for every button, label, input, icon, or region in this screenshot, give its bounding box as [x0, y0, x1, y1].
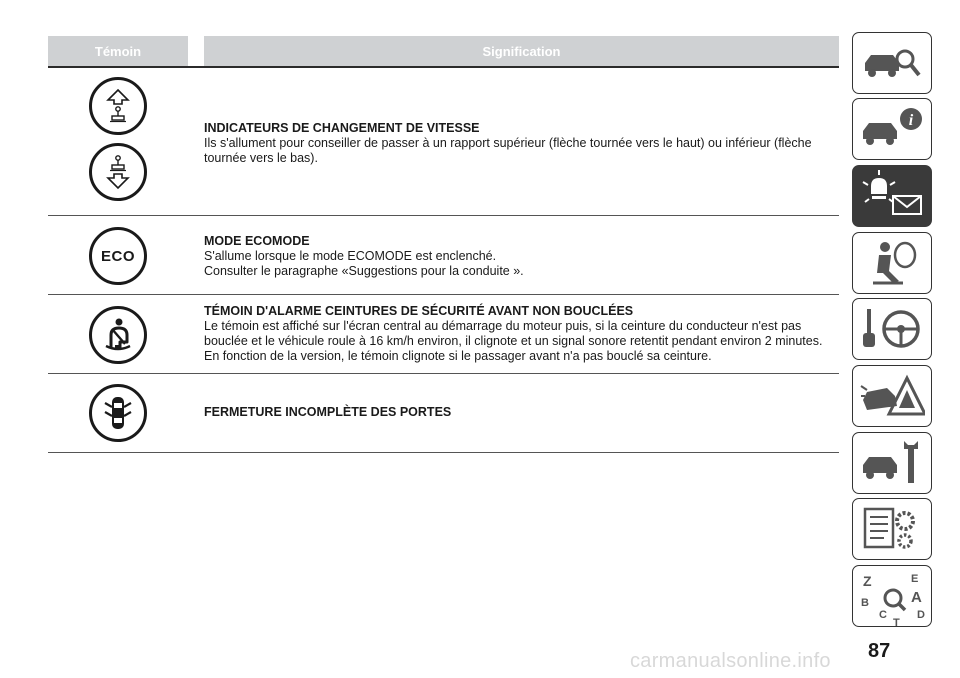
shift-down-indicator-icon — [89, 143, 147, 201]
column-header-signification: Signification — [204, 36, 839, 66]
chapter-tab-starting-driving[interactable] — [852, 298, 932, 360]
svg-text:D: D — [917, 609, 925, 621]
specs-gears-icon — [859, 503, 925, 555]
row-divider — [48, 294, 839, 295]
door-open-warning-icon — [89, 384, 147, 442]
alphabetical-index-icon — [859, 570, 925, 626]
watermark: carmanualsonline.info — [630, 650, 831, 672]
eco-label: ECO — [100, 247, 135, 265]
car-wrench-icon — [859, 437, 925, 489]
svg-text:A: A — [911, 589, 922, 606]
svg-text:Z: Z — [863, 573, 872, 589]
svg-text:T: T — [893, 617, 900, 626]
chapter-tab-index[interactable] — [852, 565, 932, 627]
row-body-line: S'allume lorsque le mode ECOMODE est enclenché. — [204, 249, 497, 263]
row-divider — [48, 215, 839, 216]
row-body: Ils s'allument pour conseiller de passer à un rapport supérieur (flèche tournée vers le haut) ou inférieur (flèche tournée vers le bas). — [204, 136, 812, 165]
row-title: TÉMOIN D'ALARME CEINTURES DE SÉCURITÉ AVANT NON BOUCLÉES — [204, 304, 634, 318]
svg-text:C: C — [879, 609, 887, 621]
chapter-tab-safety[interactable] — [852, 232, 932, 294]
seat-belt-description — [204, 304, 834, 364]
chapter-tab-emergency[interactable] — [852, 365, 932, 427]
row-divider — [48, 373, 839, 374]
svg-text:B: B — [861, 597, 869, 609]
chapter-tab-knowing-car[interactable] — [852, 32, 932, 94]
eco-mode-icon — [89, 227, 147, 285]
chapter-tab-info[interactable] — [852, 98, 932, 160]
header-rule — [48, 66, 839, 68]
row-title: INDICATEURS DE CHANGEMENT DE VITESSE — [204, 121, 480, 135]
airbag-passenger-icon — [859, 237, 925, 289]
shift-up-indicator-icon — [89, 77, 147, 135]
svg-text:i: i — [908, 112, 914, 129]
svg-text:E: E — [911, 573, 919, 585]
row-title: FERMETURE INCOMPLÈTE DES PORTES — [204, 405, 452, 419]
chapter-tab-maintenance[interactable] — [852, 432, 932, 494]
row-body: Le témoin est affiché sur l'écran central au démarrage du moteur puis, si la ceinture du conducteur n'est pas bouclée et le véhicule roule à 16 km/h environ, il clignote et un signal sonore retentit pendant environ 2 minutes. En fonction de la version, le témoin clignote si le passager avant n'a pas bouclé sa ceinture. — [204, 319, 823, 363]
key-steering-wheel-icon — [859, 303, 925, 355]
ecomode-description — [204, 234, 834, 279]
car-search-icon — [859, 37, 925, 89]
page-number: 87 — [868, 640, 891, 662]
gear-shift-description — [204, 121, 834, 166]
seat-belt-warning-icon — [89, 306, 147, 364]
row-divider — [48, 452, 839, 453]
row-title: MODE ECOMODE — [204, 234, 310, 248]
chapter-tab-technical-data[interactable] — [852, 498, 932, 560]
car-info-icon — [859, 103, 925, 155]
row-body-line: Consulter le paragraphe «Suggestions pour la conduite ». — [204, 264, 524, 278]
warning-light-message-icon — [859, 170, 925, 222]
column-header-temoin: Témoin — [48, 36, 188, 66]
doors-description — [204, 405, 834, 420]
chapter-tab-warning-lights[interactable] — [852, 165, 932, 227]
car-warning-triangle-icon — [859, 370, 925, 422]
